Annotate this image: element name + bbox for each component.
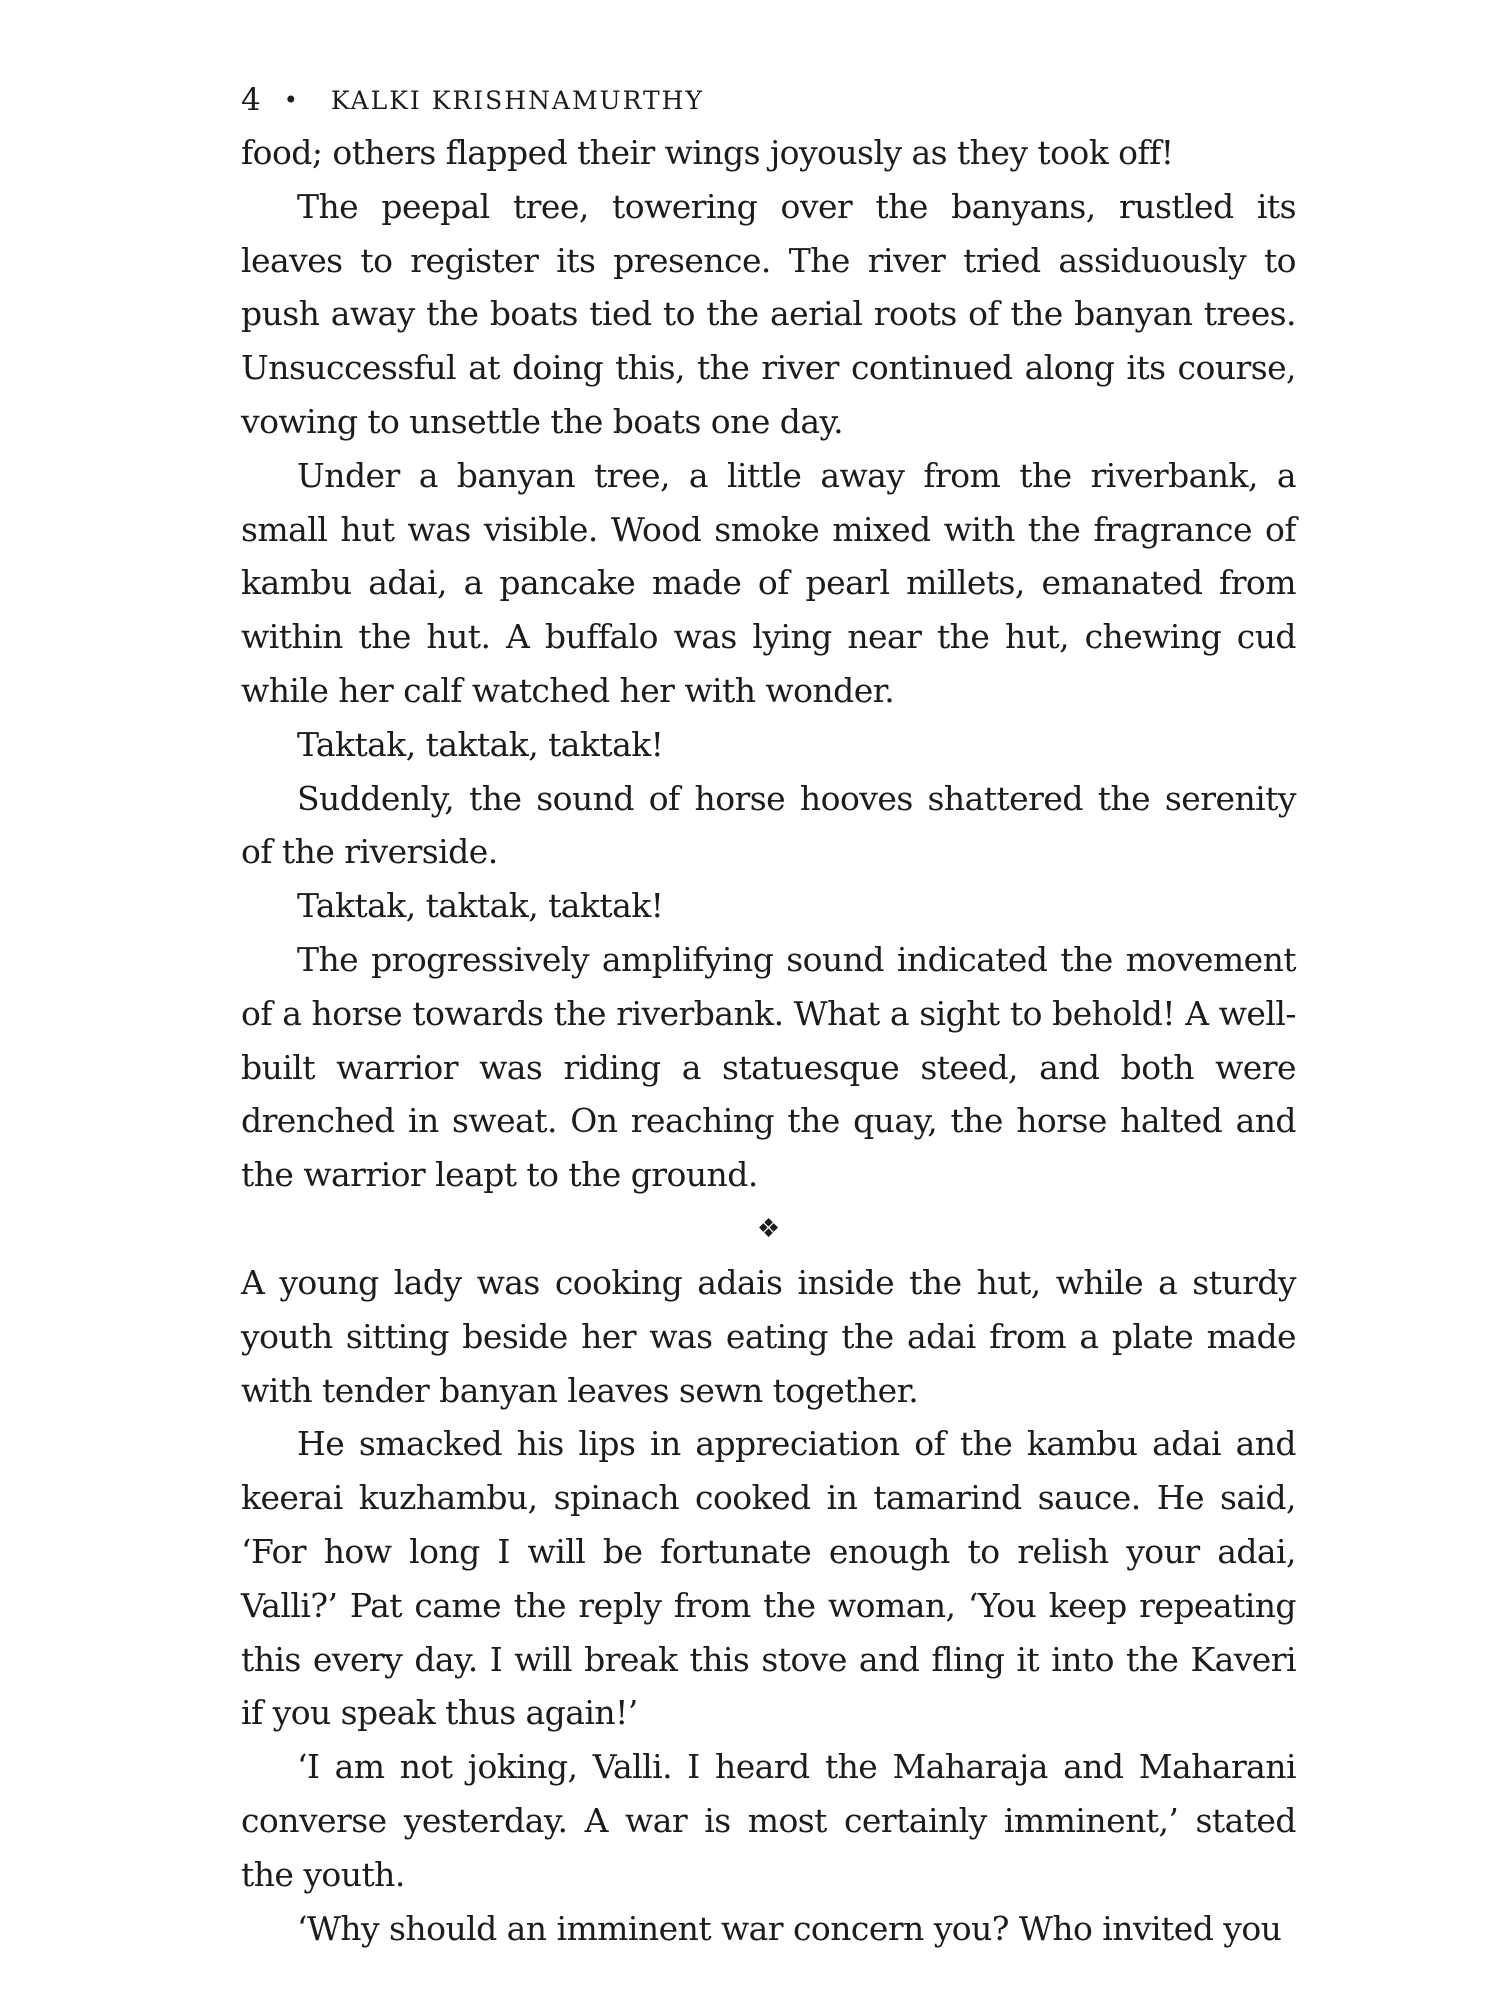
paragraph: Suddenly, the sound of horse hooves shattered the serenity of the riverside. bbox=[241, 778, 1296, 872]
paragraph: A young lady was cooking adais inside the hut, while a sturdy youth sitting beside her was eating the adai from a plate made with tender banyan leaves sewn together. bbox=[241, 1262, 1296, 1410]
page-number: 4 bbox=[241, 82, 262, 118]
book-page bbox=[241, 80, 1296, 1955]
running-header bbox=[241, 80, 1296, 120]
body-text bbox=[241, 126, 1296, 1955]
paragraph: food; others flapped their wings joyously as they took off! bbox=[241, 133, 1174, 172]
author-name: KALKI KRISHNAMURTHY bbox=[330, 85, 704, 115]
paragraph: ‘Why should an imminent war concern you? Who invited you bbox=[297, 1908, 1282, 1948]
paragraph: The progressively amplifying sound indicated the movement of a horse towards the riverbank. What a sight to behold! A well-built warrior was riding a statuesque steed, and both were drenched in sweat. On reaching the quay, the horse halted and the warrior leapt to the ground. bbox=[241, 939, 1296, 1195]
paragraph: Under a banyan tree, a little away from the riverbank, a small hut was visible. Wood smoke mixed with the fragrance of kambu adai, a pancake made of pearl millets, emanated from within the hut. A buffalo was lying near the hut, chewing cud while her calf watched her with wonder. bbox=[241, 455, 1296, 710]
section-break-ornament: ❖ bbox=[756, 1213, 781, 1244]
paragraph: Taktak, taktak, taktak! bbox=[297, 724, 664, 764]
paragraph: He smacked his lips in appreciation of the kambu adai and keerai kuzhambu, spinach cooked in tamarind sauce. He said, ‘For how long I will be fortunate enough to relish your adai, Valli?’ Pat came the reply from the woman, ‘You keep repeating this every day. I will break this stove and fling it into the Kaveri if you speak thus again!’ bbox=[241, 1424, 1296, 1733]
paragraph: The peepal tree, towering over the banyans, rustled its leaves to register its presence. The river tried assiduously to push away the boats tied to the aerial roots of the banyan trees. Unsuccessful at doing this, the river continued along its course, vowing to unsettle the boats one day. bbox=[241, 186, 1296, 441]
paragraph: ‘I am not joking, Valli. I heard the Maharaja and Maharani converse yesterday. A war is most certainly imminent,’ stated the youth. bbox=[241, 1747, 1296, 1894]
header-separator: • bbox=[283, 86, 299, 114]
paragraph: Taktak, taktak, taktak! bbox=[297, 886, 664, 926]
